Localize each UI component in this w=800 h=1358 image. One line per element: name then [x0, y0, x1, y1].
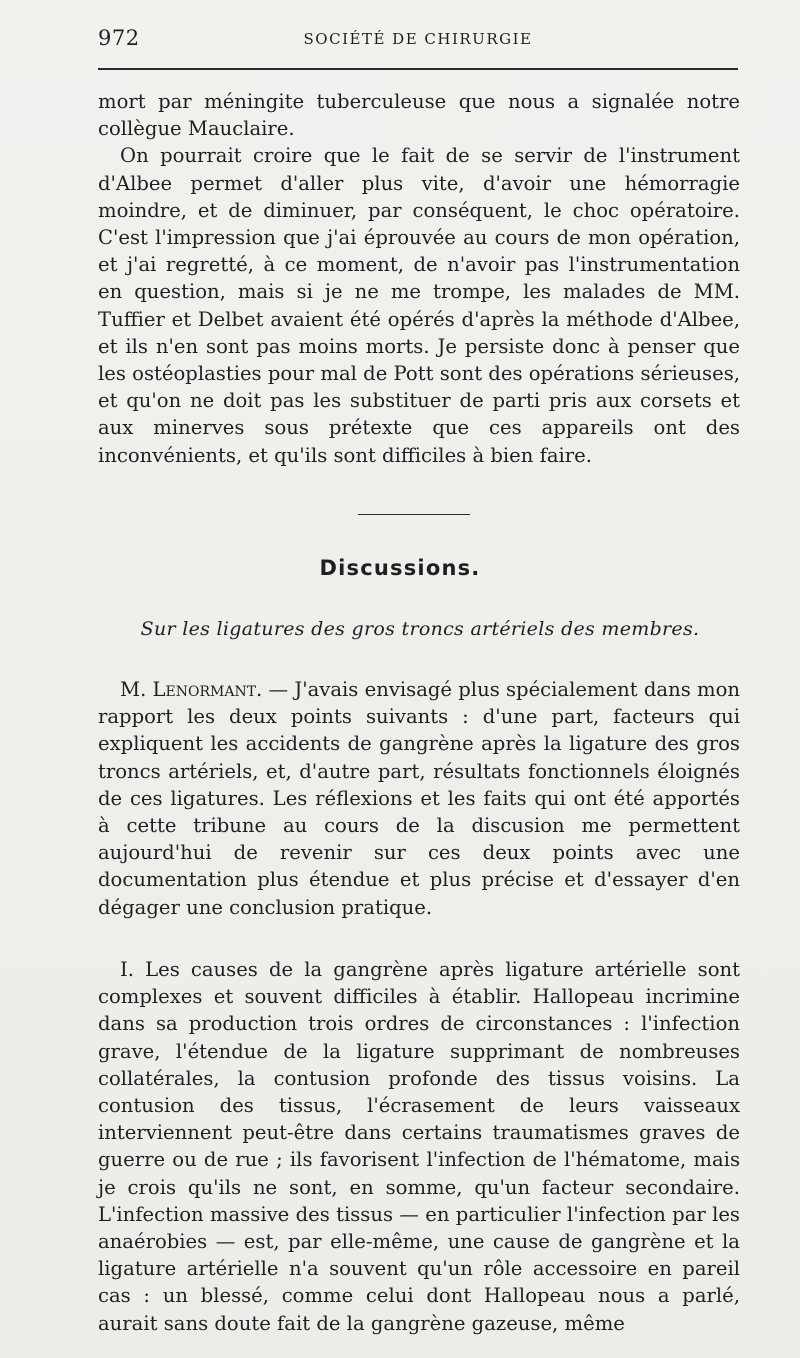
header-rule — [98, 68, 738, 70]
speaker-name: M. Lenormant. — [120, 678, 263, 701]
text-block-section-one — [98, 956, 740, 1337]
text-block-continuation — [98, 88, 740, 469]
paragraph-continuation: mort par méningite tuberculeuse que nous a signalée notre collègue Mauclaire. — [98, 90, 740, 141]
running-head: SOCIÉTÉ DE CHIRURGIE — [303, 30, 533, 48]
section-heading: Discussions. — [319, 556, 481, 580]
page-number: 972 — [98, 26, 140, 50]
paragraph-causes-gangrene: I. Les causes de la gangrène après ligature artérielle sont complexes et souvent difficiles à établir. Hallopeau incrimine dans sa production trois ordres de circonstances : l'infection grave, l'étendue de la ligature supprimant de nombreuses collatérales, la contusion profonde des tissus voisins. La contusion des tissus, l'écrasement de leurs vaisseaux interviennent peut-être dans certains traumatismes graves de guerre ou de rue ; ils favorisent l'infection de l'hématome, mais je crois qu'ils ne sont, en somme, qu'un facteur secondaire. L'infection massive des tissus — en particulier l'infection par les anaérobies — est, par elle-même, une cause de gangrène et la ligature artérielle n'a souvent qu'un rôle accessoire en pareil cas : un blessé, comme celui dont Hallopeau nous a parlé, aurait sans doute fait de la gangrène gazeuse, même — [98, 958, 740, 1335]
section-subheading: Sur les ligatures des gros troncs artériels des membres. — [140, 618, 700, 640]
section-separator — [358, 514, 470, 515]
page-header — [98, 26, 738, 56]
paragraph-lenormant-text: — J'avais envisagé plus spécialement dans mon rapport les deux points suivants : d'une part, facteurs qui expliquent les accidents de gangrène après la ligature des gros troncs artériels, et, d'autre part, résultats fonctionnels éloignés de ces ligatures. Les réflexions et les faits qui ont été apportés à cette tribune au cours de la discusion me permettent aujourd'hui de revenir sur ces deux points avec une documentation plus étendue et plus précise et d'essayer d'en dégager une conclusion pratique. — [98, 678, 741, 919]
text-block-discussion — [98, 676, 740, 921]
paragraph-lenormant — [98, 676, 740, 921]
paragraph-albee: On pourrait croire que le fait de se servir de l'instrument d'Albee permet d'aller plus vite, d'avoir une hémorragie moindre, et de diminuer, par conséquent, le choc opératoire. C'est l'impression que j'ai éprouvée au cours de mon opération, et j'ai regretté, à ce moment, de n'avoir pas l'instrumentation en question, mais si je ne me trompe, les malades de MM. Tuffier et Delbet avaient été opérés d'après la méthode d'Albee, et ils n'en sont pas moins morts. Je persiste donc à penser que les ostéoplasties pour mal de Pott sont des opérations sérieuses, et qu'on ne doit pas les substituer de parti pris aux corsets et aux minerves sous prétexte que ces appareils ont des inconvénients, et qu'ils sont difficiles à bien faire. — [98, 144, 740, 467]
